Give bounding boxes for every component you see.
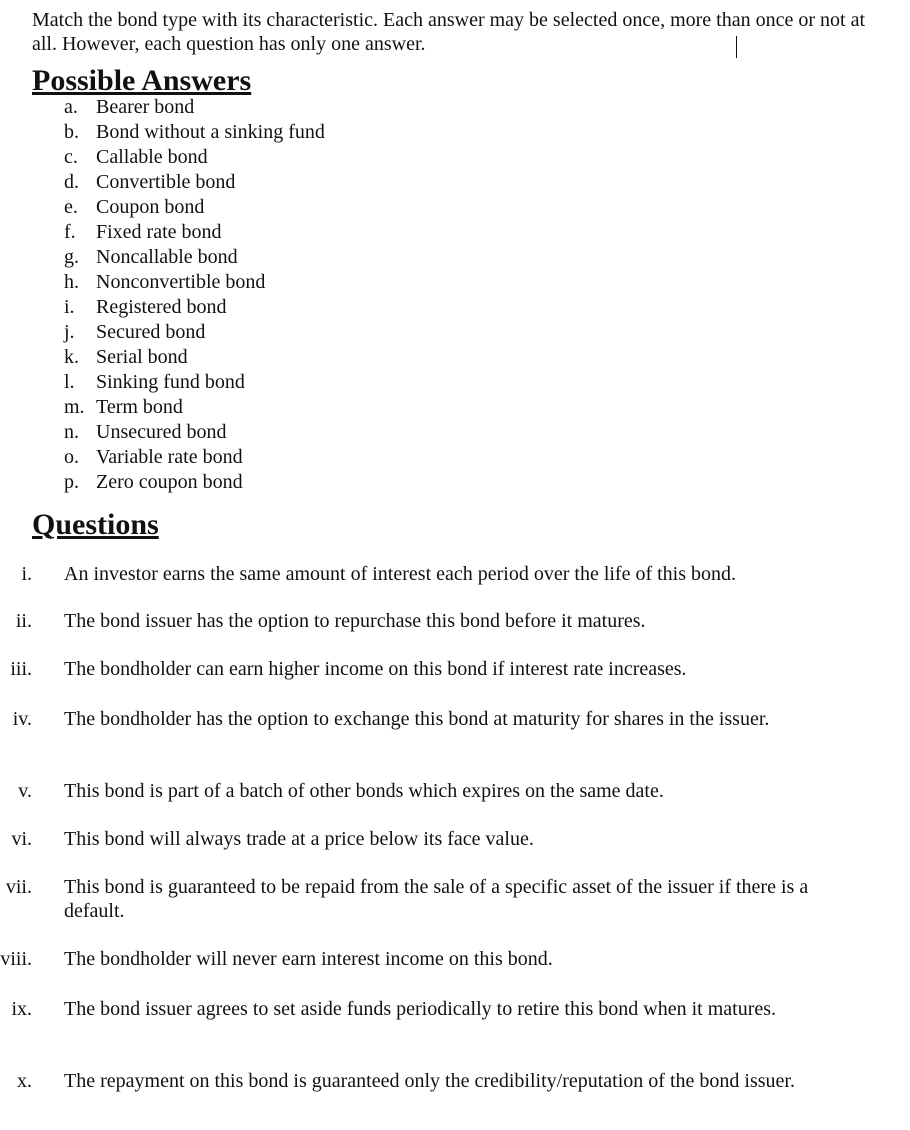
answer-letter: l. — [64, 371, 75, 393]
answer-item — [64, 395, 325, 420]
answers-list — [64, 95, 325, 495]
answer-letter: g. — [64, 246, 79, 268]
answer-letter: k. — [64, 346, 79, 368]
question-number: vii. — [5, 876, 32, 898]
answer-label: Sinking fund bond — [96, 371, 245, 393]
answer-letter: n. — [64, 421, 79, 443]
answer-letter: e. — [64, 196, 78, 218]
question-text: The repayment on this bond is guaranteed only the credibility/reputation of the bond issuer. — [64, 1070, 795, 1092]
answer-label: Secured bond — [96, 321, 206, 343]
answer-item — [64, 145, 325, 170]
question-number: x. — [17, 1070, 32, 1092]
question-number: i. — [21, 563, 32, 585]
question-number: ii. — [15, 610, 32, 632]
answer-item — [64, 195, 325, 220]
answer-label: Zero coupon bond — [96, 471, 243, 493]
answer-label: Variable rate bond — [96, 446, 243, 468]
answer-letter: a. — [64, 96, 78, 118]
answer-item — [64, 295, 325, 320]
answer-letter: c. — [64, 146, 78, 168]
question-number: vi. — [11, 828, 32, 850]
answer-item — [64, 270, 325, 295]
question-text: The bond issuer agrees to set aside funds periodically to retire this bond when it matures. — [64, 998, 777, 1020]
question-text: The bond issuer has the option to repurchase this bond before it matures. — [64, 610, 646, 632]
answer-item — [64, 245, 325, 270]
answer-item — [64, 95, 325, 120]
answer-letter: i. — [64, 296, 75, 318]
answer-letter: f. — [64, 221, 76, 243]
answer-item — [64, 420, 325, 445]
question-number: iv. — [12, 708, 32, 730]
answer-item — [64, 445, 325, 470]
answer-label: Serial bond — [96, 346, 188, 368]
question-number: v. — [18, 780, 32, 802]
answer-letter: d. — [64, 171, 79, 193]
answer-label: Registered bond — [96, 296, 227, 318]
answer-label: Coupon bond — [96, 196, 205, 218]
answer-letter: j. — [64, 321, 75, 343]
answer-item — [64, 170, 325, 195]
answer-item — [64, 470, 325, 495]
answer-letter: b. — [64, 121, 79, 143]
questions-heading: Questions — [32, 508, 159, 541]
answer-letter: m. — [64, 396, 85, 418]
answer-letter: p. — [64, 471, 79, 493]
answer-item — [64, 220, 325, 245]
answer-label: Bond without a sinking fund — [96, 121, 325, 143]
answer-item — [64, 370, 325, 395]
question-text: The bondholder has the option to exchange this bond at maturity for shares in the issuer. — [64, 708, 770, 730]
possible-answers-heading: Possible Answers — [32, 64, 252, 97]
answer-label: Term bond — [96, 396, 183, 418]
answer-label: Noncallable bond — [96, 246, 238, 268]
answer-letter: o. — [64, 446, 79, 468]
question-text: The bondholder will never earn interest income on this bond. — [64, 948, 553, 970]
answer-label: Nonconvertible bond — [96, 271, 266, 293]
instructions-text: Match the bond type with its characteristic. Each answer may be selected once, more than once or not at all. However, each question has only one answer. — [32, 9, 866, 55]
question-text: This bond will always trade at a price below its face value. — [64, 828, 534, 850]
question-number: ix. — [11, 998, 32, 1020]
answer-label: Callable bond — [96, 146, 208, 168]
question-number: viii. — [0, 948, 32, 970]
question-text: The bondholder can earn higher income on this bond if interest rate increases. — [64, 658, 687, 680]
text-cursor — [736, 36, 737, 58]
answer-label: Unsecured bond — [96, 421, 227, 443]
answer-label: Fixed rate bond — [96, 221, 222, 243]
question-text: This bond is part of a batch of other bonds which expires on the same date. — [64, 780, 664, 802]
answer-letter: h. — [64, 271, 79, 293]
question-text: This bond is guaranteed to be repaid from the sale of a specific asset of the issuer if there is a default. — [64, 876, 809, 922]
question-text: An investor earns the same amount of interest each period over the life of this bond. — [64, 563, 737, 585]
answer-label: Bearer bond — [96, 96, 195, 118]
answer-item — [64, 345, 325, 370]
answer-label: Convertible bond — [96, 171, 236, 193]
question-number: iii. — [10, 658, 32, 680]
answer-item — [64, 120, 325, 145]
answer-item — [64, 320, 325, 345]
